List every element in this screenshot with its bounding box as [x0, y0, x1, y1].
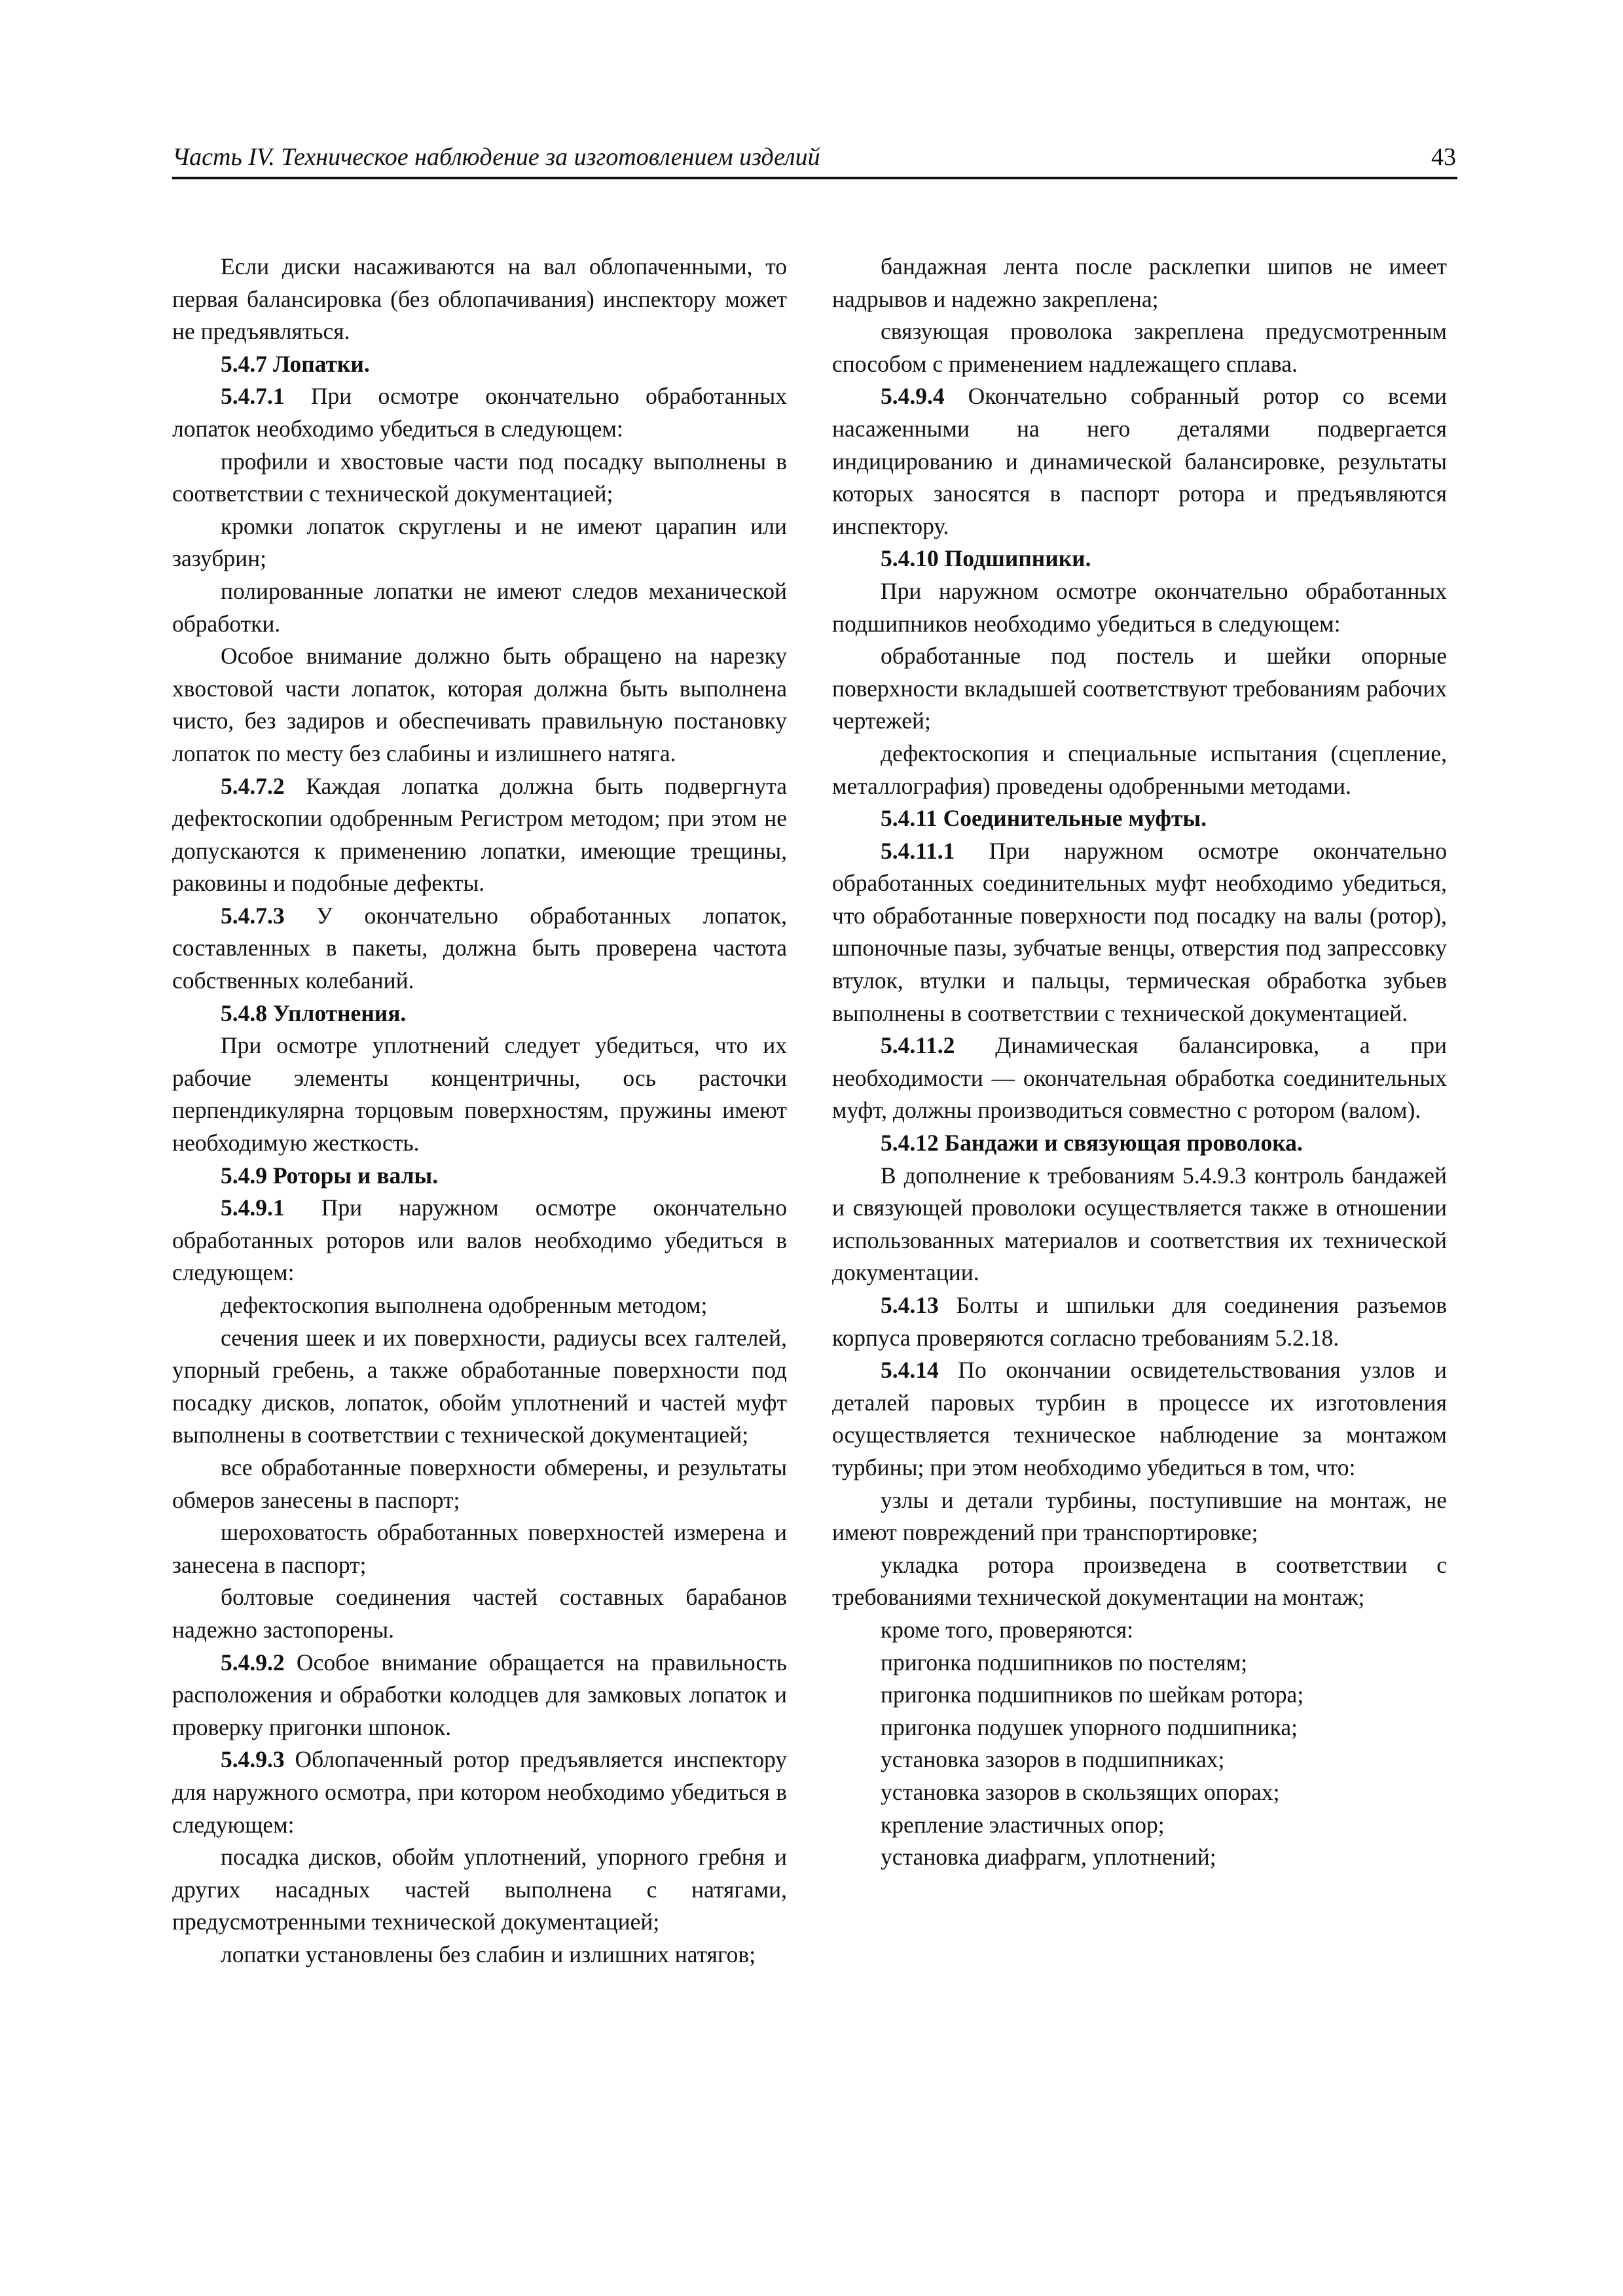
paragraph: Если диски насаживаются на вал облопаченными, то первая балансировка (без облопачивания) инспектору может не предъявляться.: [172, 253, 787, 345]
list-item: дефектоскопия выполнена одобренным методом;: [221, 1292, 708, 1318]
list-item: сечения шеек и их поверхности, радиусы всех галтелей, упорный гребень, а также обработанные поверхности под посадку дисков, лопаток, обойм уплотнений и частей муфт выполнены в соответствии с технической документацией;: [172, 1324, 787, 1448]
paragraph: [832, 1289, 1447, 1354]
left-column: [172, 251, 787, 1971]
section-heading: 5.4.7 Лопатки.: [221, 350, 370, 377]
paragraph: [172, 900, 787, 997]
clause-number: 5.4.9.2: [221, 1649, 285, 1676]
list-item: установка диафрагм, уплотнений;: [881, 1844, 1216, 1871]
clause-text: При наружном осмотре окончательно обработанных роторов или валов необходимо убедиться в следующем:: [172, 1194, 787, 1286]
clause-text: Каждая лопатка должна быть подвергнута дефектоскопии одобренным Регистром методом; при этом не допускаются к применению лопатки, имеющие трещины, раковины и подобные дефекты.: [172, 772, 787, 897]
list-item: пригонка подшипников по постелям;: [881, 1649, 1248, 1676]
clause-number: 5.4.9.1: [221, 1194, 285, 1221]
list-item: бандажная лента после расклепки шипов не имеет надрывов и надежно закреплена;: [832, 253, 1447, 312]
list-item: шероховатость обработанных поверхностей измерена и занесена в паспорт;: [172, 1519, 787, 1578]
running-header: [172, 137, 1457, 179]
paragraph: [172, 380, 787, 445]
list-item: крепление эластичных опор;: [881, 1811, 1165, 1838]
clause-number: 5.4.9.3: [221, 1746, 285, 1773]
section-heading: 5.4.11 Соединительные муфты.: [881, 805, 1207, 832]
right-column: [832, 251, 1447, 1874]
running-title: Часть IV. Техническое наблюдение за изготовлением изделий: [172, 143, 820, 171]
paragraph: При наружном осмотре окончательно обработанных подшипников необходимо убедиться в следующем:: [832, 577, 1447, 637]
paragraph: В дополнение к требованиям 5.4.9.3 контроль бандажей и связующей проволоки осуществляется также в отношении использованных материалов и соответствия их технической документации.: [832, 1162, 1447, 1286]
clause-text: При осмотре окончательно обработанных лопаток необходимо убедиться в следующем:: [172, 383, 787, 442]
list-item: дефектоскопия и специальные испытания (сцепление, металлография) проведены одобренными методами.: [832, 740, 1447, 799]
section-heading: 5.4.8 Уплотнения.: [221, 999, 407, 1026]
clause-text: Особое внимание обращается на правильность расположения и обработки колодцев для замковых лопаток и проверку пригонки шпонок.: [172, 1649, 787, 1740]
list-item: посадка дисков, обойм уплотнений, упорного гребня и других насадных частей выполнена с натягами, предусмотренными технической документацией;: [172, 1844, 787, 1935]
clause-number: 5.4.9.4: [881, 383, 945, 410]
list-item: лопатки установлены без слабин и излишних натягов;: [221, 1941, 756, 1967]
clause-text: При наружном осмотре окончательно обработанных соединительных муфт необходимо убедиться, что обработанные поверхности под посадку на валы (ротор), шпоночные пазы, зубчатые венцы, отверстия под запрессовку втулок, втулки и пальцы, термическая обработка зубьев выполнены в соответствии с технической документацией.: [832, 837, 1447, 1026]
list-item: полированные лопатки не имеют следов механической обработки.: [172, 577, 787, 637]
paragraph: [832, 1354, 1447, 1484]
page-number: 43: [1431, 143, 1456, 171]
clause-number: 5.4.14: [881, 1357, 939, 1384]
list-item: все обработанные поверхности обмерены, и результаты обмеров занесены в паспорт;: [172, 1454, 787, 1513]
list-item: кроме того, проверяются:: [881, 1616, 1133, 1643]
paragraph: [172, 1192, 787, 1289]
section-heading: 5.4.12 Бандажи и связующая проволока.: [881, 1130, 1303, 1157]
clause-number: 5.4.7.3: [221, 902, 285, 929]
clause-text: По окончании освидетельствования узлов и деталей паровых турбин в процессе их изготовления осуществляется техническое наблюдение за монтажом турбины; при этом необходимо убедиться в том, что:: [832, 1357, 1447, 1480]
clause-number: 5.4.7.2: [221, 772, 285, 799]
list-item: болтовые соединения частей составных барабанов надежно застопорены.: [172, 1584, 787, 1643]
paragraph: [172, 1744, 787, 1841]
paragraph: [172, 1647, 787, 1744]
paragraph: [832, 1030, 1447, 1127]
clause-number: 5.4.13: [881, 1292, 939, 1318]
list-item: узлы и детали турбины, поступившие на монтаж, не имеют повреждений при транспортировке;: [832, 1486, 1447, 1546]
list-item: пригонка подушек упорного подшипника;: [881, 1713, 1298, 1740]
section-heading: 5.4.9 Роторы и валы.: [221, 1162, 439, 1189]
list-item: обработанные под постель и шейки опорные поверхности вкладышей соответствуют требованиям рабочих чертежей;: [832, 643, 1447, 734]
list-item: установка зазоров в подшипниках;: [881, 1746, 1225, 1773]
clause-text: У окончательно обработанных лопаток, составленных в пакеты, должна быть проверена частота собственных колебаний.: [172, 902, 787, 994]
clause-text: Окончательно собранный ротор со всеми насаженными на него деталями подвергается индицированию и динамической балансировке, результаты которых заносятся в паспорт ротора и предъявляются инспектору.: [832, 383, 1447, 539]
paragraph: [172, 770, 787, 900]
clause-text: Болты и шпильки для соединения разъемов корпуса проверяются согласно требованиям 5.2.18.: [832, 1292, 1447, 1351]
list-item: кромки лопаток скруглены и не имеют царапин или зазубрин;: [172, 512, 787, 572]
list-item: пригонка подшипников по шейкам ротора;: [881, 1681, 1304, 1708]
list-item: профили и хвостовые части под посадку выполнены в соответствии с технической документацией;: [172, 448, 787, 507]
section-heading: 5.4.10 Подшипники.: [881, 545, 1091, 572]
clause-number: 5.4.7.1: [221, 383, 285, 410]
paragraph: При осмотре уплотнений следует убедиться, что их рабочие элементы концентричны, ось расточки перпендикулярна торцовым поверхностям, пружины имеют необходимую жесткость.: [172, 1032, 787, 1157]
list-item: укладка ротора произведена в соответствии с требованиями технической документации на монтаж;: [832, 1551, 1447, 1611]
clause-number: 5.4.11.2: [881, 1032, 955, 1059]
paragraph: [832, 835, 1447, 1030]
list-item: установка зазоров в скользящих опорах;: [881, 1778, 1280, 1805]
clause-text: Облопаченный ротор предъявляется инспектору для наружного осмотра, при котором необходимо убедиться в следующем:: [172, 1746, 787, 1838]
paragraph: [832, 380, 1447, 543]
clause-number: 5.4.11.1: [881, 837, 955, 864]
list-item: связующая проволока закреплена предусмотренным способом с применением надлежащего сплава.: [832, 318, 1447, 377]
clause-text: Динамическая балансировка, а при необходимости — окончательная обработка соединительных муфт, должны производиться совместно с ротором (валом).: [832, 1032, 1447, 1124]
paragraph: Особое внимание должно быть обращено на нарезку хвостовой части лопаток, которая должна быть выполнена чисто, без задиров и обеспечивать правильную постановку лопаток по месту без слабины и излишнего натяга.: [172, 643, 787, 766]
